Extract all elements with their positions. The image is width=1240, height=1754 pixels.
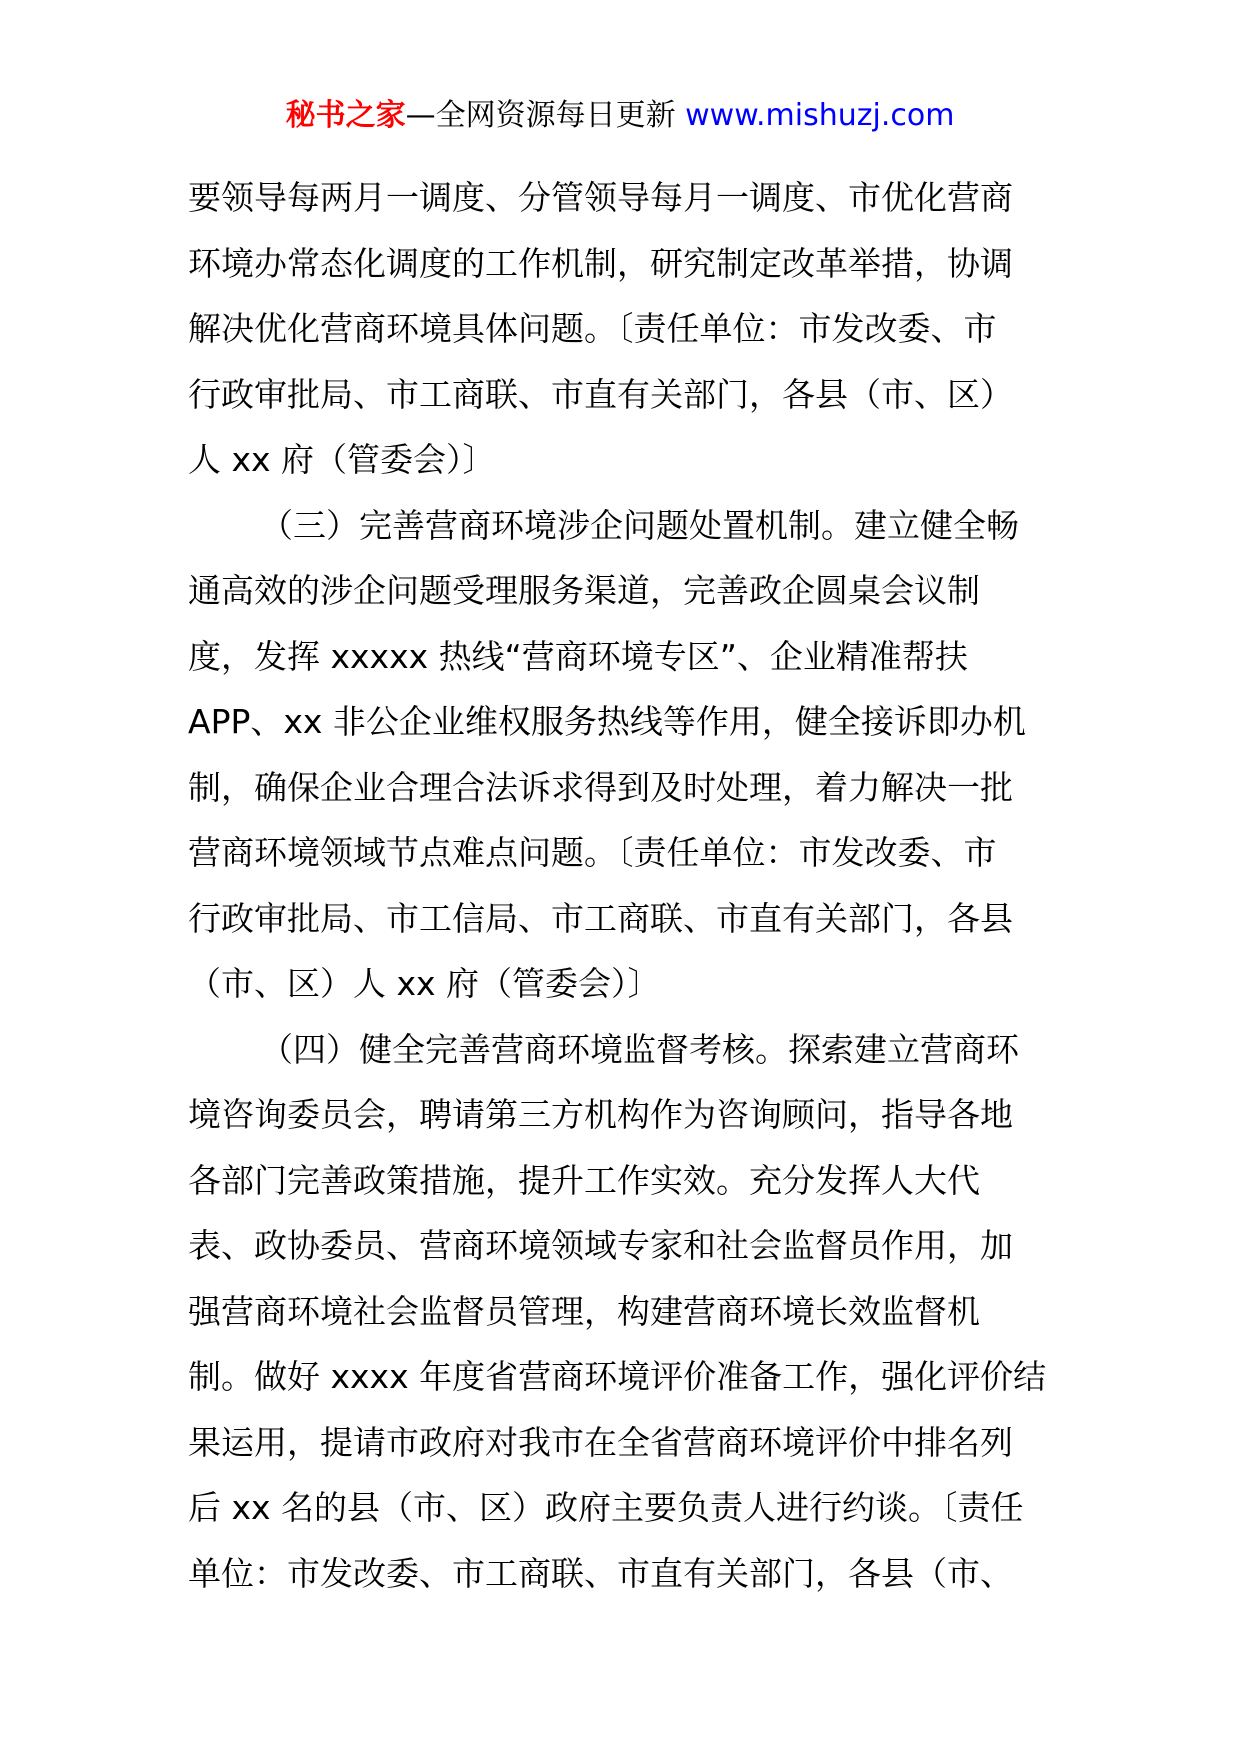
body-line: 解决优化营商环境具体问题。〔责任单位：市发改委、市 — [188, 309, 997, 348]
body-line: 果运用，提请市政府对我市在全省营商环境评价中排名列 — [188, 1422, 1013, 1462]
body-line: 后 xx 名的县（市、区）政府主要负责人进行约谈。〔责任 — [188, 1488, 1024, 1527]
site-url-link[interactable]: www.mishuzj.com — [685, 98, 955, 133]
body-line: 各部门完善政策措施，提升工作实效。充分发挥人大代 — [188, 1160, 980, 1200]
body-line: 强营商环境社会监督员管理，构建营商环境长效监督机 — [188, 1291, 980, 1331]
site-header — [0, 96, 1240, 136]
body-line: 通高效的涉企问题受理服务渠道，完善政企圆桌会议制 — [188, 571, 980, 610]
body-line: 境咨询委员会，聘请第三方机构作为咨询顾问，指导各地 — [188, 1095, 1013, 1134]
body-line: 人 xx 府（管委会）〕 — [188, 440, 496, 479]
body-line: 环境办常态化调度的工作机制，研究制定改革举措，协调 — [188, 243, 1013, 283]
body-line: 度，发挥 xxxxx 热线“营商环境专区”、企业精准帮扶 — [188, 636, 968, 676]
body-line: 行政审批局、市工信局、市工商联、市直有关部门，各县 — [188, 898, 1013, 938]
body-line: 要领导每两月一调度、分管领导每月一调度、市优化营商 — [188, 178, 1013, 217]
body-line: 制。做好 xxxx 年度省营商环境评价准备工作，强化评价结 — [188, 1357, 1047, 1396]
body-line: 表、政协委员、营商环境领域专家和社会监督员作用，加 — [188, 1226, 1013, 1265]
document-body — [188, 165, 1058, 1606]
body-line: 单位：市发改委、市工商联、市直有关部门，各县（市、 — [188, 1553, 1013, 1593]
body-line: 行政审批局、市工商联、市直有关部门，各县（市、区） — [188, 374, 1013, 414]
section-heading-4: （四）健全完善营商环境监督考核。探索建立营商环 — [260, 1029, 1019, 1069]
body-line: 营商环境领域节点难点问题。〔责任单位：市发改委、市 — [188, 833, 997, 872]
header-tagline: —全网资源每日更新 — [405, 98, 686, 133]
body-line: （市、区）人 xx 府（管委会）〕 — [188, 964, 661, 1003]
body-line: APP、xx 非公企业维权服务热线等作用，健全接诉即办机 — [188, 702, 1026, 741]
body-line: 制，确保企业合理合法诉求得到及时处理，着力解决一批 — [188, 767, 1013, 807]
brand-name: 秘书之家 — [285, 98, 406, 133]
section-heading-3: （三）完善营商环境涉企问题处置机制。建立健全畅 — [260, 505, 1019, 545]
